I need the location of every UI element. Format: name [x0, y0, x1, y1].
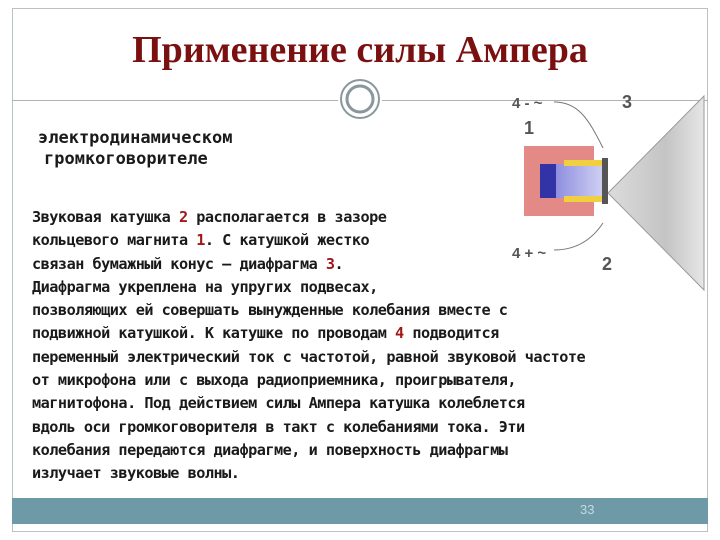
subtitle: [38, 128, 232, 170]
number-highlight: 3: [325, 254, 335, 273]
text-fragment: связан бумажный конус — диафрагма: [32, 254, 326, 273]
text-fragment: располагается в зазоре: [187, 208, 387, 226]
text-fragment: .: [334, 254, 344, 273]
number-highlight: 4: [395, 324, 404, 343]
loudspeaker-diagram: [508, 88, 708, 298]
text-line: переменный электрический ток с частотой, равной звуковой частоте: [32, 347, 586, 366]
bottom-bar: [12, 498, 708, 524]
subtitle-line-2: громкоговорителе: [44, 149, 208, 169]
wire-top: [554, 102, 603, 148]
coil-windings-top: [564, 160, 608, 166]
divider-left: [12, 100, 338, 101]
label-3: 3: [622, 92, 633, 112]
text-line: позволяющих ей совершать вынужденные колебания вместе с: [32, 301, 508, 320]
text-fragment: Звуковая катушка: [32, 208, 179, 226]
text-line: вдоль оси громкоговорителя в такт с колебаниями тока. Эти: [32, 417, 525, 436]
subtitle-line-1: электродинамическом: [38, 128, 233, 148]
text-fragment: . С катушкой жестко: [204, 231, 370, 250]
slide-title: Применение силы Ампера: [132, 29, 588, 71]
text-line: от микрофона или с выхода радиоприемника, проигрывателя,: [32, 371, 517, 390]
text-line: [32, 322, 692, 345]
number-highlight: 2: [178, 208, 188, 226]
coil-edge: [602, 158, 608, 204]
wire-bottom: [554, 223, 603, 250]
voice-coil: [556, 164, 608, 198]
circle-ornament-icon: [339, 78, 381, 120]
number-highlight: 1: [196, 231, 205, 250]
coil-windings-bottom: [564, 196, 608, 202]
diaphragm-cone: [608, 96, 704, 290]
page-number: 33: [580, 502, 595, 517]
label-1: 1: [524, 118, 535, 138]
magnet-back: [524, 146, 540, 216]
text-fragment: кольцевого магнита: [32, 231, 197, 250]
magnet-core: [540, 164, 556, 198]
label-2: 2: [602, 254, 613, 274]
text-fragment: подводится: [403, 324, 499, 343]
text-line: магнитофона. Под действием силы Ампера катушка колеблется: [32, 394, 525, 413]
text-line: Диафрагма укреплена на упругих подвесах,: [32, 277, 378, 296]
text-fragment: подвижной катушкой. К катушке по проводам: [32, 324, 396, 343]
text-line: колебания передаются диафрагме, и поверхность диафрагмы: [32, 440, 508, 459]
label-4-bottom: 4 + ~: [512, 245, 547, 262]
text-line: излучает звуковые волны.: [32, 464, 240, 483]
label-4-top: 4 - ~: [512, 95, 543, 112]
